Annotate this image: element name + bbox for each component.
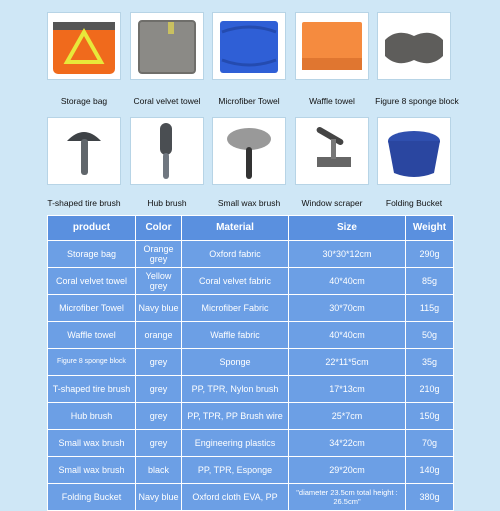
product-caption: Coral velvet towel bbox=[133, 96, 201, 106]
table-cell: Folding Bucket bbox=[48, 484, 136, 511]
product-caption: Microfiber Towel bbox=[218, 96, 280, 106]
waffle-towel-photo bbox=[295, 12, 369, 80]
table-cell: Sponge bbox=[182, 349, 289, 376]
table-cell: 30*70cm bbox=[289, 295, 406, 322]
folding-bucket-photo bbox=[377, 117, 451, 185]
table-cell: PP, TPR, Nylon brush bbox=[182, 376, 289, 403]
table-cell: orange bbox=[136, 322, 182, 349]
product-caption: Hub brush bbox=[147, 198, 187, 208]
table-cell: Hub brush bbox=[48, 403, 136, 430]
table-cell: black bbox=[136, 457, 182, 484]
table-row bbox=[48, 430, 454, 457]
table-cell: 210g bbox=[406, 376, 454, 403]
table-row bbox=[48, 295, 454, 322]
table-cell: grey bbox=[136, 403, 182, 430]
storage-bag-photo bbox=[47, 12, 121, 80]
table-row bbox=[48, 268, 454, 295]
product-caption: T-shaped tire brush bbox=[47, 198, 121, 208]
table-cell: 29*20cm bbox=[289, 457, 406, 484]
table-cell: Waffle fabric bbox=[182, 322, 289, 349]
table-cell: 70g bbox=[406, 430, 454, 457]
table-cell: 140g bbox=[406, 457, 454, 484]
window-scraper-photo bbox=[295, 117, 369, 185]
column-header: Color bbox=[136, 216, 182, 241]
table-cell: Small wax brush bbox=[48, 457, 136, 484]
table-cell: 34*22cm bbox=[289, 430, 406, 457]
table-row bbox=[48, 322, 454, 349]
column-header: product bbox=[48, 216, 136, 241]
table-cell: Coral velvet fabric bbox=[182, 268, 289, 295]
table-cell: Coral velvet towel bbox=[48, 268, 136, 295]
table-row bbox=[48, 403, 454, 430]
table-cell: 25*7cm bbox=[289, 403, 406, 430]
table-cell: grey bbox=[136, 349, 182, 376]
table-cell: PP, TPR, Esponge bbox=[182, 457, 289, 484]
product-caption: Window scraper bbox=[301, 198, 363, 208]
column-header: Weight bbox=[406, 216, 454, 241]
table-cell: Engineering plastics bbox=[182, 430, 289, 457]
table-cell: Waffle towel bbox=[48, 322, 136, 349]
table-cell: 40*40cm bbox=[289, 268, 406, 295]
table-cell: 17*13cm bbox=[289, 376, 406, 403]
table-cell: 22*11*5cm bbox=[289, 349, 406, 376]
sponge-photo bbox=[377, 12, 451, 80]
table-cell: grey bbox=[136, 430, 182, 457]
hub-brush-photo bbox=[130, 117, 204, 185]
table-cell: 150g bbox=[406, 403, 454, 430]
coral-towel-photo bbox=[130, 12, 204, 80]
table-cell: 290g bbox=[406, 241, 454, 268]
table-cell: T-shaped tire brush bbox=[48, 376, 136, 403]
product-caption: Folding Bucket bbox=[385, 198, 443, 208]
product-caption: Small wax brush bbox=[217, 198, 281, 208]
table-row bbox=[48, 376, 454, 403]
table-cell: 380g bbox=[406, 484, 454, 511]
table-cell: grey bbox=[136, 376, 182, 403]
table-cell: Microfiber Fabric bbox=[182, 295, 289, 322]
table-row bbox=[48, 457, 454, 484]
table-cell: 50g bbox=[406, 322, 454, 349]
table-row bbox=[48, 349, 454, 376]
table-cell: 85g bbox=[406, 268, 454, 295]
table-cell: Orange grey bbox=[136, 241, 182, 268]
table-cell: "diameter 23.5cm total height : 26.5cm" bbox=[289, 484, 406, 511]
column-header: Material bbox=[182, 216, 289, 241]
table-cell: Navy blue bbox=[136, 295, 182, 322]
table-cell: Oxford cloth EVA, PP bbox=[182, 484, 289, 511]
product-caption: Figure 8 sponge block bbox=[375, 96, 459, 106]
table-cell: Yellow grey bbox=[136, 268, 182, 295]
table-header-row bbox=[48, 216, 454, 241]
product-caption: Waffle towel bbox=[309, 96, 355, 106]
column-header: Size bbox=[289, 216, 406, 241]
table-cell: Microfiber Towel bbox=[48, 295, 136, 322]
table-cell: 35g bbox=[406, 349, 454, 376]
wax-brush-photo bbox=[212, 117, 286, 185]
product-caption: Storage bag bbox=[60, 96, 108, 106]
table-row bbox=[48, 241, 454, 268]
table-cell: 30*30*12cm bbox=[289, 241, 406, 268]
table-cell: Oxford fabric bbox=[182, 241, 289, 268]
tire-brush-photo bbox=[47, 117, 121, 185]
table-cell: Storage bag bbox=[48, 241, 136, 268]
table-cell: 40*40cm bbox=[289, 322, 406, 349]
table-cell: PP, TPR, PP Brush wire bbox=[182, 403, 289, 430]
table-cell: Small wax brush bbox=[48, 430, 136, 457]
microfiber-towel-photo bbox=[212, 12, 286, 80]
table-row bbox=[48, 484, 454, 511]
table-cell: Navy blue bbox=[136, 484, 182, 511]
spec-table bbox=[47, 215, 454, 511]
table-cell: 115g bbox=[406, 295, 454, 322]
table-cell: Figure 8 sponge block bbox=[48, 349, 136, 376]
